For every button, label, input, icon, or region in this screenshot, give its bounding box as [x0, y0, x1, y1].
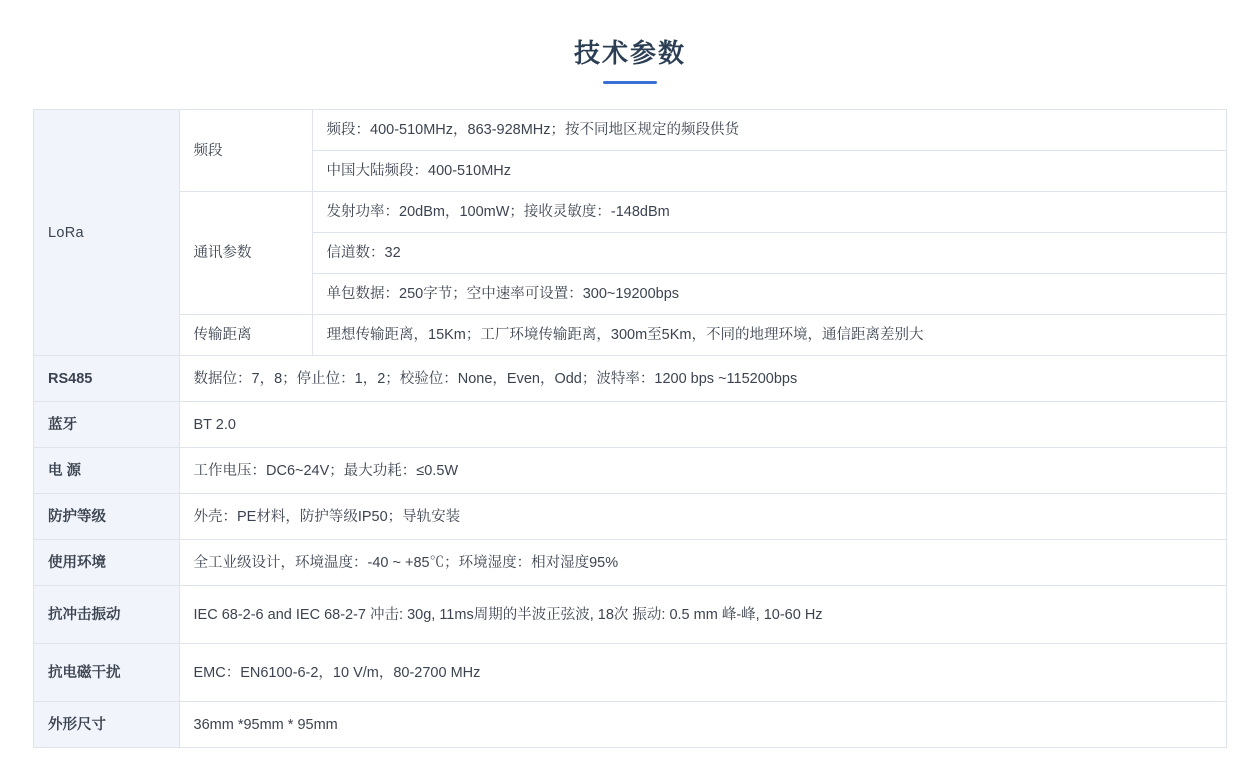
title-underline — [603, 81, 657, 84]
table-row — [34, 192, 1226, 233]
table-row — [34, 702, 1226, 748]
cell-value: 全工业级设计，环境温度：-40 ~ +85℃；环境湿度：相对湿度95% — [179, 540, 1226, 586]
table-row — [34, 540, 1226, 586]
table-row — [34, 644, 1226, 702]
table-row — [34, 402, 1226, 448]
row-label-environment: 使用环境 — [34, 540, 179, 586]
row-label-bluetooth: 蓝牙 — [34, 402, 179, 448]
page-title: 技术参数 — [573, 38, 686, 68]
cell-value: 工作电压：DC6~24V；最大功耗：≤0.5W — [179, 448, 1226, 494]
row-label-power: 电 源 — [34, 448, 179, 494]
row-label-shock-vibration: 抗冲击振动 — [34, 586, 179, 644]
cell-value: 36mm *95mm * 95mm — [179, 702, 1226, 748]
cell-value: 数据位：7，8；停止位：1，2；校验位：None，Even，Odd；波特率：1200 bps ~115200bps — [179, 356, 1226, 402]
row-label-rs485: RS485 — [34, 356, 179, 402]
cell-value: EMC：EN6100-6-2，10 V/m，80-2700 MHz — [179, 644, 1226, 702]
table-row — [34, 586, 1226, 644]
row-label-emc: 抗电磁干扰 — [34, 644, 179, 702]
cell-value: 理想传输距离，15Km；工厂环境传输距离，300m至5Km，不同的地理环境，通信距离差别大 — [312, 315, 1226, 356]
cell-value: 发射功率：20dBm，100mW；接收灵敏度：-148dBm — [312, 192, 1226, 233]
cell-value: 外壳：PE材料，防护等级IP50；导轨安装 — [179, 494, 1226, 540]
cell-value: 频段：400-510MHz，863-928MHz；按不同地区规定的频段供货 — [312, 110, 1226, 151]
table-row — [34, 356, 1226, 402]
table-row — [34, 494, 1226, 540]
cell-value: IEC 68-2-6 and IEC 68-2-7 冲击: 30g, 11ms周期的半波正弦波, 18次 振动: 0.5 mm 峰-峰, 10-60 Hz — [179, 586, 1226, 644]
table-row — [34, 315, 1226, 356]
cell-value: BT 2.0 — [179, 402, 1226, 448]
spec-table — [34, 110, 1226, 748]
row-label-lora: LoRa — [34, 110, 179, 356]
table-row — [34, 448, 1226, 494]
cell-value: 信道数：32 — [312, 233, 1226, 274]
table-row — [34, 110, 1226, 151]
spec-table-container — [33, 109, 1227, 748]
cell-value: 单包数据：250字节；空中速率可设置：300~19200bps — [312, 274, 1226, 315]
sub-label-comm-params: 通讯参数 — [179, 192, 312, 315]
row-label-dimensions: 外形尺寸 — [34, 702, 179, 748]
page-header — [0, 0, 1260, 84]
cell-value: 中国大陆频段：400-510MHz — [312, 151, 1226, 192]
row-label-protection: 防护等级 — [34, 494, 179, 540]
sub-label-range: 传输距离 — [179, 315, 312, 356]
sub-label-frequency: 频段 — [179, 110, 312, 192]
